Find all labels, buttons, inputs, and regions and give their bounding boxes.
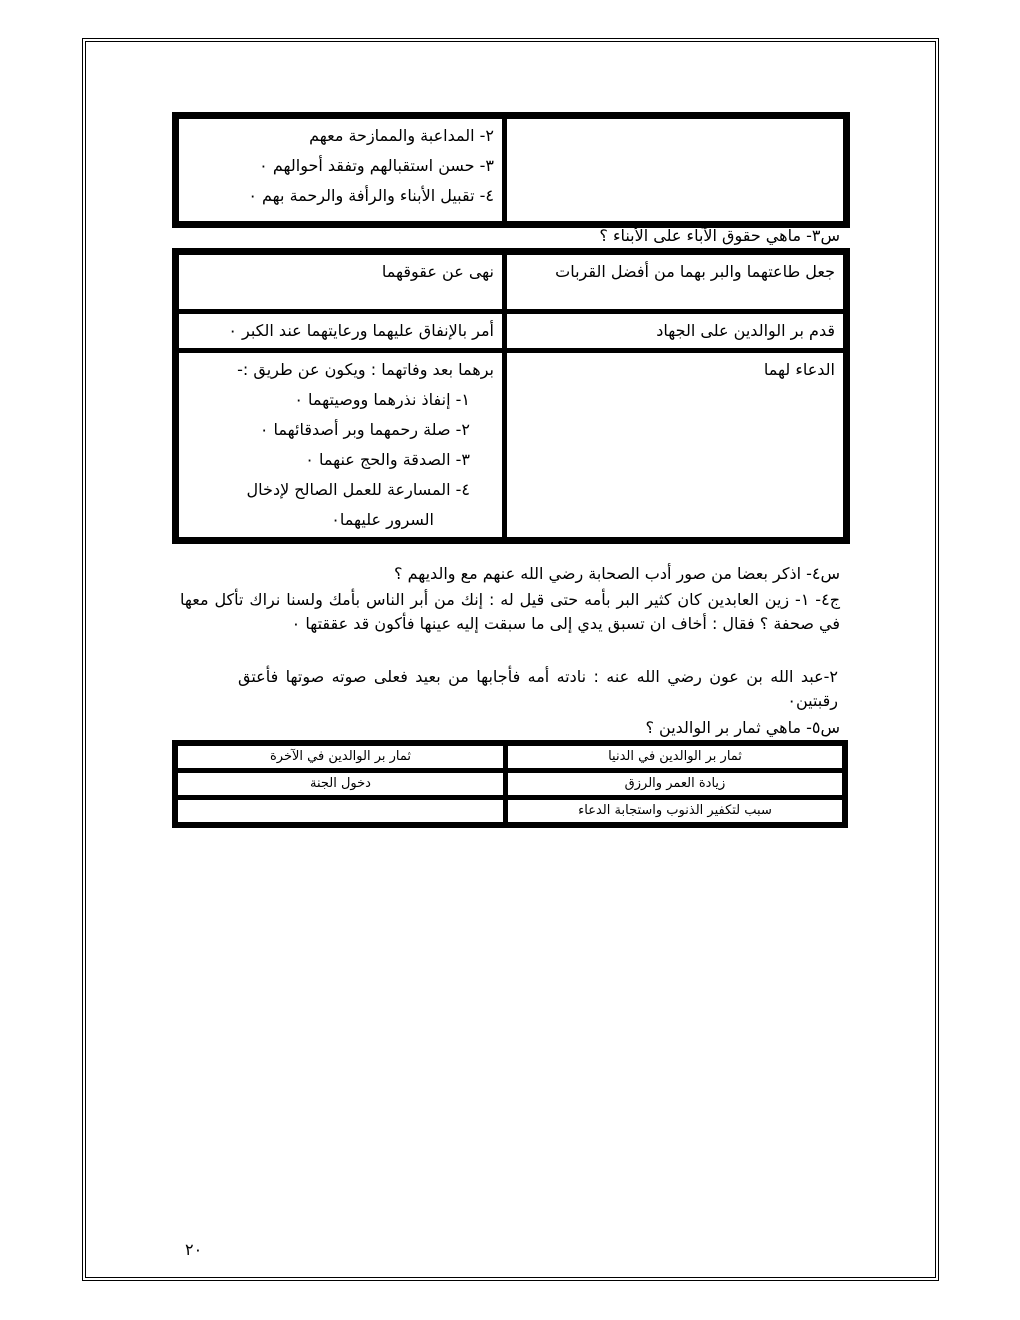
table-header-cell: ثمار بر الوالدين في الآخرة xyxy=(177,745,504,769)
list-item: السرور عليهما٠ xyxy=(331,510,434,529)
answer-4-1: ج٤- ١- زين العابدين كان كثير البر بأمه حتى قيل له : إنك من أبر الناس بأمك ولسنا نراك تأكل معها في صحفة ؟ فقال : أخاف ان تسبق يدي إلى ما سبقت إليه عينها فأكون قد عققتها ٠ xyxy=(180,590,841,633)
question-3: س٣- ماهي حقوق الآباء على الأبناء ؟ xyxy=(599,226,840,245)
children-rights-items-cell xyxy=(178,118,503,222)
table-cell: جعل طاعتهما والبر بهما من أفضل القربات xyxy=(506,254,844,310)
table-cell: نهى عن عقوقهما xyxy=(178,254,503,310)
table-cell: زيادة العمر والرزق xyxy=(507,772,843,796)
list-item: ٤- تقبيل الأبناء والرأفة والرحمة بهم ٠ xyxy=(248,186,494,205)
table-cell: دخول الجنة xyxy=(177,772,504,796)
table-cell: قدم بر الوالدين على الجهاد xyxy=(506,313,844,349)
list-item: ٣- حسن استقبالهم وتفقد أحوالهم ٠ xyxy=(259,156,494,175)
list-item: ٢- المداعبة والممازحة معهم xyxy=(309,126,494,145)
answer-4-2: ٢-عبد الله بن عون رضي الله عنه : نادته أمه فأجابها من بعيد فعلى صوته صوتها فأعتق رقبتين٠ xyxy=(238,667,838,710)
table-cell xyxy=(177,799,504,823)
list-item: ١- إنفاذ نذرهما ووصيتهما ٠ xyxy=(294,390,470,409)
list-item: برهما بعد وفاتهما : ويكون عن طريق :- xyxy=(237,360,494,379)
table-header-cell: ثمار بر الوالدين في الدنيا xyxy=(507,745,843,769)
table-cell: الدعاء لهما xyxy=(506,352,844,538)
table-cell: أمر بالإنفاق عليهما ورعايتهما عند الكبر ٠ xyxy=(178,313,503,349)
table-cell-list xyxy=(178,352,503,538)
parents-rights-table xyxy=(172,248,850,544)
list-item: ٤- المسارعة للعمل الصالح لإدخال xyxy=(246,480,470,499)
question-4: س٤- اذكر بعضا من صور أدب الصحابة رضي الله عنهم مع والديهم ؟ xyxy=(394,564,840,583)
children-rights-empty-cell xyxy=(506,118,844,222)
table-cell: سبب لتكفير الذنوب واستجابة الدعاء xyxy=(507,799,843,823)
page-number: ٢٠ xyxy=(185,1240,203,1259)
children-rights-table-continued xyxy=(172,112,850,228)
fruits-of-kindness-table xyxy=(172,740,848,828)
question-5: س٥- ماهي ثمار بر الوالدين ؟ xyxy=(645,718,840,737)
list-item: ٢- صلة رحمهما وبر أصدقائهما ٠ xyxy=(259,420,470,439)
list-item: ٣- الصدقة والحج عنهما ٠ xyxy=(305,450,470,469)
